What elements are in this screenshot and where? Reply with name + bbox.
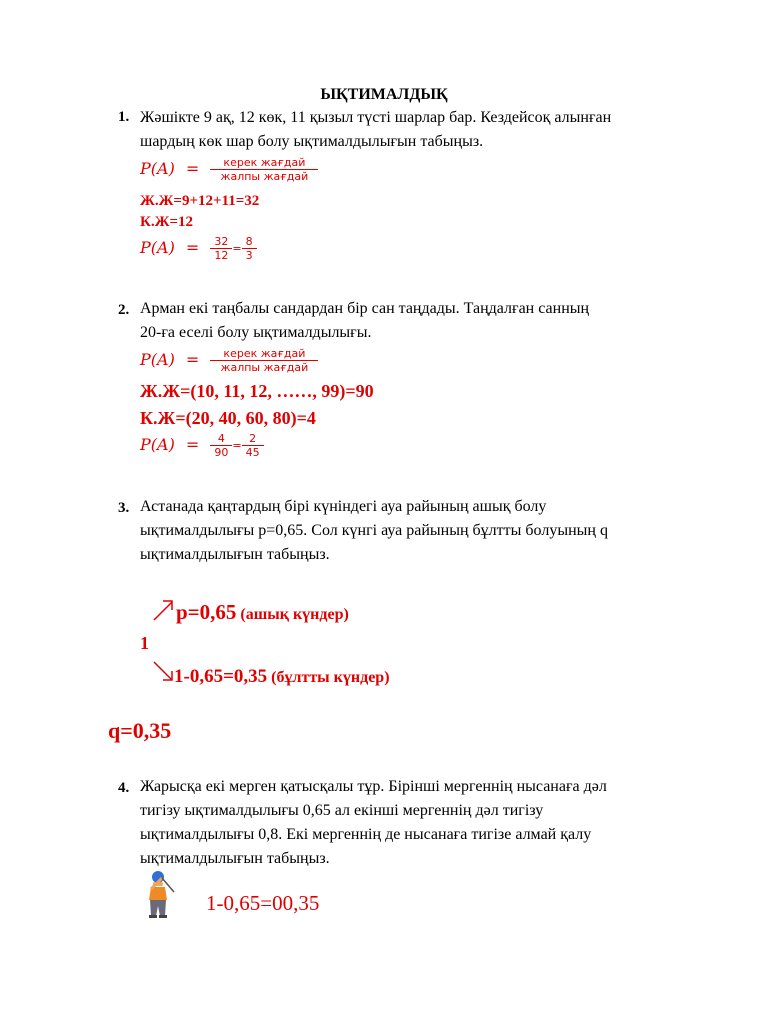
formula-fraction	[210, 156, 318, 183]
result-lhs: P(A)	[140, 435, 175, 454]
problem-1-text-line2: шардың көк шар болу ықтималдылығын табыңыз.	[140, 133, 484, 150]
problem-3-text-line3: ықтималдылығын табыңыз.	[140, 546, 330, 563]
formula-equals: =	[185, 350, 200, 369]
problem-2-total-cases: Ж.Ж=(10, 11, 12, ……, 99)=90	[140, 381, 374, 401]
problem-2-text-line1: Арман екі таңбалы сандардан бір сан таңдады. Таңдалған санның	[140, 300, 590, 317]
problem-4-number: 4.	[118, 780, 130, 796]
formula-lhs: P(A)	[140, 159, 175, 178]
problem-3-text-line1: Астанада қаңтардың бірі күніндегі ауа райының ашық болу	[140, 498, 547, 515]
page-title: ЫҚТИМАЛДЫҚ	[320, 86, 448, 103]
problem-1-total-cases: Ж.Ж=9+12+11=32	[140, 193, 260, 209]
formula-lhs: P(A)	[140, 350, 175, 369]
problem-1-result	[140, 235, 257, 262]
result-mid-equals: =	[232, 242, 242, 255]
problem-1-formula	[140, 156, 318, 183]
branch-down-value: 1-0,65=0,35	[174, 666, 268, 687]
branch-down-note: (бұлтты күндер)	[271, 669, 390, 686]
problem-4-answer: 1-0,65=00,35	[206, 891, 320, 915]
problem-2-number: 2.	[118, 302, 130, 318]
formula-equals: =	[185, 159, 200, 178]
problem-4-text-line4: ықтималдылығын табыңыз.	[140, 850, 330, 867]
result-fraction-1	[210, 432, 232, 459]
result-equals: =	[185, 238, 200, 257]
result-fraction-1	[210, 235, 232, 262]
result-fraction-2	[242, 432, 264, 459]
arrow-up-right-icon	[150, 596, 178, 624]
result-fraction-2-den: 3	[242, 248, 257, 262]
problem-1-number: 1.	[118, 109, 130, 125]
problem-2-needed-cases: К.Ж=(20, 40, 60, 80)=4	[140, 408, 316, 428]
fraction-denominator: жалпы жағдай	[210, 169, 318, 183]
problem-4-text-line2: тигізу ықтималдылығы 0,65 ал екінші мергеннің дәл тигізу	[140, 802, 544, 819]
result-mid-equals: =	[232, 439, 242, 452]
result-fraction-1-num: 4	[217, 432, 225, 445]
result-fraction-1-num: 32	[214, 235, 229, 248]
branch-down	[174, 666, 390, 688]
problem-2-formula	[140, 347, 318, 374]
branch-up-value: p=0,65	[176, 600, 237, 624]
branch-root: 1	[140, 633, 149, 653]
problem-2-text-line2: 20-ға еселі болу ықтималдылығы.	[140, 324, 372, 341]
problem-2-result	[140, 432, 264, 459]
result-fraction-2-num: 8	[245, 235, 253, 248]
branch-up	[176, 600, 349, 625]
result-fraction-2-num: 2	[249, 432, 257, 445]
fraction-numerator: керек жағдай	[223, 156, 306, 169]
fraction-numerator: керек жағдай	[223, 347, 306, 360]
problem-3-number: 3.	[118, 500, 130, 516]
problem-1-text-line1: Жәшікте 9 ақ, 12 көк, 11 қызыл түсті шарлар бар. Кездейсоқ алынған	[140, 109, 612, 126]
fraction-denominator: жалпы жағдай	[210, 360, 318, 374]
result-fraction-2-den: 45	[242, 445, 264, 459]
golfer-icon	[140, 870, 176, 920]
result-equals: =	[185, 435, 200, 454]
result-fraction-1-den: 90	[210, 445, 232, 459]
problem-1-needed-cases: К.Ж=12	[140, 214, 194, 230]
formula-fraction	[210, 347, 318, 374]
problem-3-answer: q=0,35	[108, 718, 172, 743]
problem-4-text-line3: ықтималдылығы 0,8. Екі мергеннің де нысанаға тигізе алмай қалу	[140, 826, 592, 843]
result-fraction-1-den: 12	[210, 248, 232, 262]
problem-4-text-line1: Жарысқа екі мерген қатысқалы тұр. Бірінші мергеннің нысанаға дәл	[140, 778, 607, 795]
result-fraction-2	[242, 235, 257, 262]
branch-up-note: (ашық күндер)	[240, 606, 349, 623]
problem-3-text-line2: ықтималдылығы p=0,65. Сол күнгі ауа райының бұлтты болуының q	[140, 522, 608, 539]
result-lhs: P(A)	[140, 238, 175, 257]
